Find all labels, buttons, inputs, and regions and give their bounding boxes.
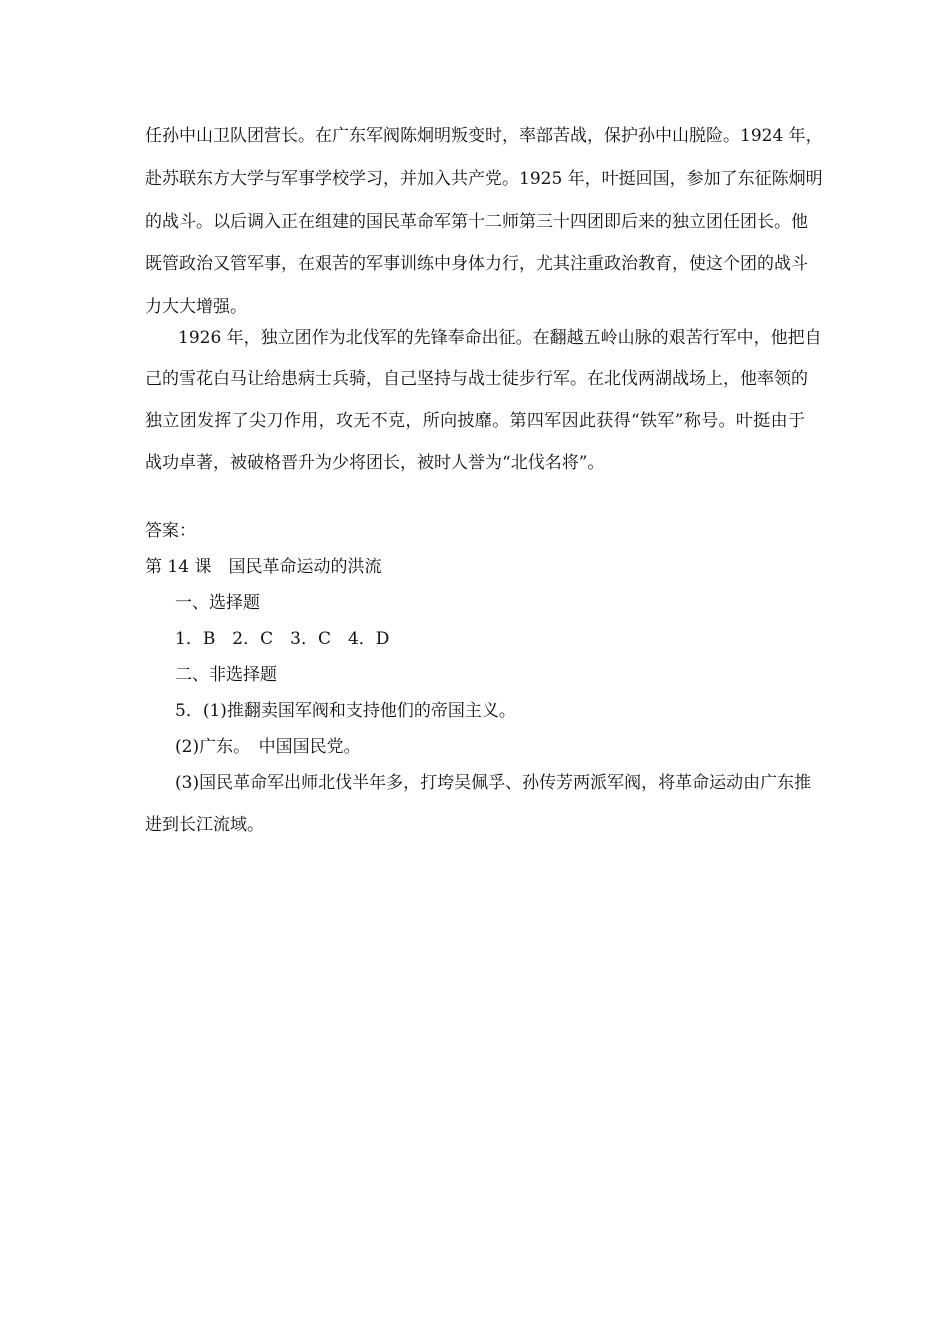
lesson-title: 第 14 课 国民革命运动的洪流	[145, 557, 382, 577]
question-5-part-2: (2)广东。 中国国民党。	[175, 737, 361, 757]
paragraph-line: 战功卓著，被破格晋升为少将团长，被时人誉为“北伐名将”。	[145, 453, 605, 473]
question-5-part-3-line-2: 进到长江流域。	[145, 815, 264, 835]
question-5-part-1: 5．(1)推翻卖国军阀和支持他们的帝国主义。	[175, 701, 516, 721]
paragraph-line: 独立团发挥了尖刀作用，攻无不克，所向披靡。第四军因此获得“铁军”称号。叶挺由于	[145, 411, 805, 431]
paragraph-line: 赴苏联东方大学与军事学校学习，并加入共产党。1925 年，叶挺回国，参加了东征陈炯明	[145, 169, 823, 189]
paragraph-line: 己的雪花白马让给患病士兵骑，自己坚持与战士徒步行军。在北伐两湖战场上，他率领的	[145, 369, 808, 389]
multiple-choice-answers: 1．B 2．C 3．C 4．D	[175, 629, 390, 649]
paragraph-line: 1926 年，独立团作为北伐军的先锋奉命出征。在翻越五岭山脉的艰苦行军中，他把自	[178, 328, 822, 348]
paragraph-line: 力大大增强。	[145, 297, 247, 317]
section-title-multiple-choice: 一、选择题	[175, 593, 260, 613]
paragraph-line: 既管政治又管军事，在艰苦的军事训练中身体力行，尤其注重政治教育，使这个团的战斗	[145, 254, 808, 274]
section-title-non-choice: 二、非选择题	[175, 665, 277, 685]
paragraph-line: 的战斗。以后调入正在组建的国民革命军第十二师第三十四团即后来的独立团任团长。他	[145, 212, 808, 232]
answers-heading: 答案：	[145, 521, 196, 541]
paragraph-line: 任孙中山卫队团营长。在广东军阀陈炯明叛变时，率部苦战，保护孙中山脱险。1924 年，	[145, 126, 823, 146]
question-5-part-3-line-1: (3)国民革命军出师北伐半年多，打垮吴佩孚、孙传芳两派军阀，将革命运动由广东推	[175, 773, 812, 793]
